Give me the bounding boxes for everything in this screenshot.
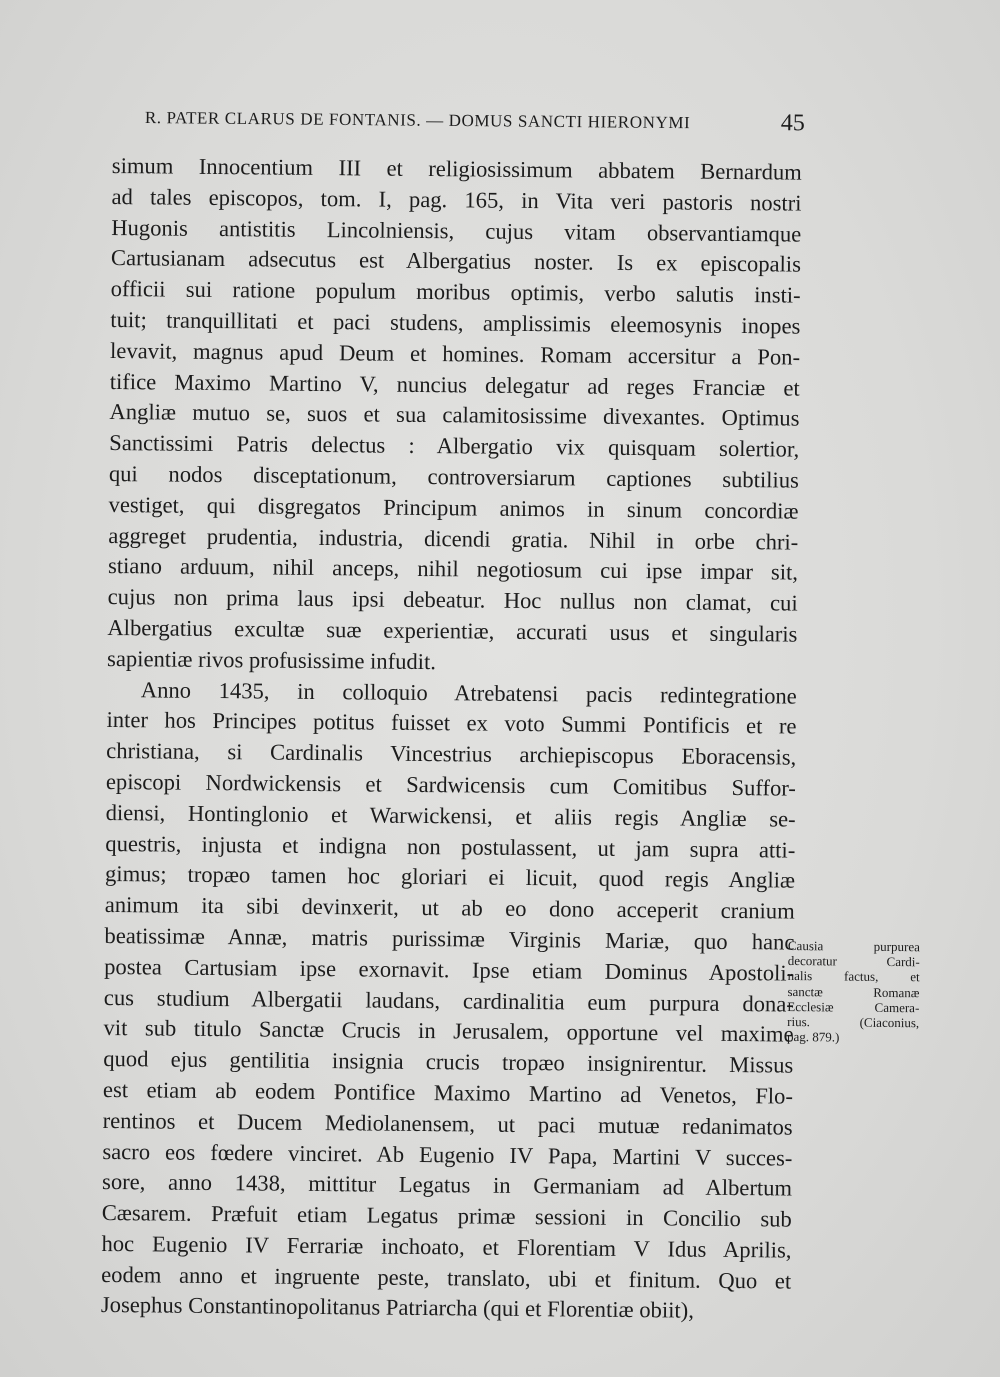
text-line: postea Cartusiam ipse exornavit. Ipse etiam Dominus Apostoli-	[104, 953, 795, 986]
text-line: levavit, magnus apud Deum et homines. Romam accersitur a Pon-	[109, 337, 801, 370]
text-line: animum ita sibi devinxerit, ut ab eo dono acceperit cranium	[104, 892, 795, 924]
text-line: officii sui ratione populum moribus optimis, verbo salutis insti-	[110, 276, 801, 308]
text-line: quod ejus gentilitia insignia crucis tropæo insignirentur. Missus	[103, 1046, 794, 1078]
marginal-note-line: rius. (Ciaconius,	[787, 1013, 920, 1031]
text-line: aggreget prudentia, industria, dicendi gratia. Nihil in orbe chri-	[108, 522, 799, 555]
running-title: R. PATER CLARUS DE FONTANIS. — DOMUS SANCTI HIERONYMI	[144, 107, 691, 133]
text-line: Cartusianam adsecutus est Albergatius noster. Is ex episcopalis	[110, 245, 802, 278]
marginal-note-line: pag. 879.)	[786, 1029, 840, 1045]
text-line: Josephus Constantinopolitanus Patriarcha (qui et Florentiæ obiit),	[100, 1292, 695, 1324]
text-line: gimus; tropæo tamen hoc gloriari ei licuit, quod regis Angliæ	[104, 861, 796, 893]
paragraph-start-line: Anno 1435, in colloquio Atrebatensi pacis redintegratione	[140, 676, 797, 709]
main-text-column	[101, 151, 802, 1328]
text-line: cujus non prima laus ipsi debeatur. Hoc nullus non clamat, cui	[107, 584, 798, 616]
paragraph-end-line: sapientiæ rivos profusissime infudit.	[107, 645, 437, 674]
text-line: sore, anno 1438, mittitur Legatus in Germaniam ad Albertum	[101, 1169, 793, 1201]
marginal-note-line: Causia purpurea	[787, 938, 920, 955]
text-line: hoc Eugenio IV Ferrariæ inchoato, et Florentiam V Idus Aprilis,	[101, 1230, 792, 1263]
text-line: est etiam ab eodem Pontifice Maximo Martino ad Venetos, Flo-	[102, 1076, 794, 1109]
text-line: vestiget, qui disgregatos Principum animos in sinum concordiæ	[108, 491, 799, 524]
marginal-note	[787, 938, 920, 1046]
marginal-note-line: sanctæ Romanæ	[787, 983, 920, 1000]
text-line: questris, injusta et indigna non postulassent, ut jam supra atti-	[105, 830, 796, 863]
text-line: diensi, Hontinglonio et Warwickensi, et aliis regis Angliæ se-	[105, 799, 796, 832]
text-line: Angliæ mutuo se, suos et sua calamitosissime divexantes. Optimus	[109, 399, 800, 431]
text-line: Hugonis antistitis Lincolniensis, cujus vitam observantiamque	[111, 214, 802, 247]
text-line: inter hos Principes potitus fuisset ex voto Summi Pontificis et re	[106, 707, 797, 739]
text-line: beatissimæ Annæ, matris purissimæ Virginis Mariæ, quo hanc	[104, 922, 795, 955]
text-line: christiana, si Cardinalis Vincestrius archiepiscopus Eboracensis,	[106, 738, 797, 770]
text-line: qui nodos disceptationum, controversiarum captiones subtilius	[108, 460, 799, 493]
text-line: tifice Maximo Martino V, nuncius delegatur ad reges Franciæ et	[109, 368, 800, 401]
marginal-note-line: decoratur Cardi-	[787, 953, 920, 970]
marginal-note-line: nalis factus, et	[787, 968, 920, 985]
text-line: episcopi Nordwickensis et Sardwicensis cum Comitibus Suffor-	[105, 768, 797, 801]
text-line: Cæsarem. Præfuit etiam Legatus primæ sessioni in Concilio sub	[101, 1200, 792, 1232]
text-line: tuit; tranquillitati et paci studens, amplissimis eleemosynis inopes	[110, 306, 801, 339]
text-line: eodem anno et ingruente peste, translato, ubi et finitum. Quo et	[101, 1261, 792, 1294]
text-line: stiano arduum, nihil anceps, nihil negotiosum cui ipse impar sit,	[107, 553, 799, 585]
text-line: sacro eos fœdere vinciret. Ab Eugenio IV Papa, Martini V succes-	[102, 1138, 793, 1171]
running-header	[145, 104, 805, 144]
text-line: Sanctissimi Patris delectus : Albergatio vix quisquam solertior,	[109, 430, 800, 462]
text-line: ad tales episcopos, tom. I, pag. 165, in Vita veri pastoris nostri	[111, 183, 802, 216]
text-line: cus studium Albergatii laudans, cardinalitia eum purpura dona-	[103, 984, 794, 1017]
text-line: simum Innocentium III et religiosissimum abbatem Bernardum	[111, 152, 802, 185]
marginal-note-line: Ecclesiæ Camera-	[787, 998, 920, 1016]
text-line: rentinos et Ducem Mediolanensem, ut paci mutuæ redanimatos	[102, 1107, 793, 1140]
text-line: vit sub titulo Sanctæ Crucis in Jerusalem, opportune vel maxime	[103, 1015, 794, 1047]
text-line: Albergatius excultæ suæ experientiæ, accurati usus et singularis	[107, 614, 798, 647]
page-number: 45	[780, 110, 805, 137]
